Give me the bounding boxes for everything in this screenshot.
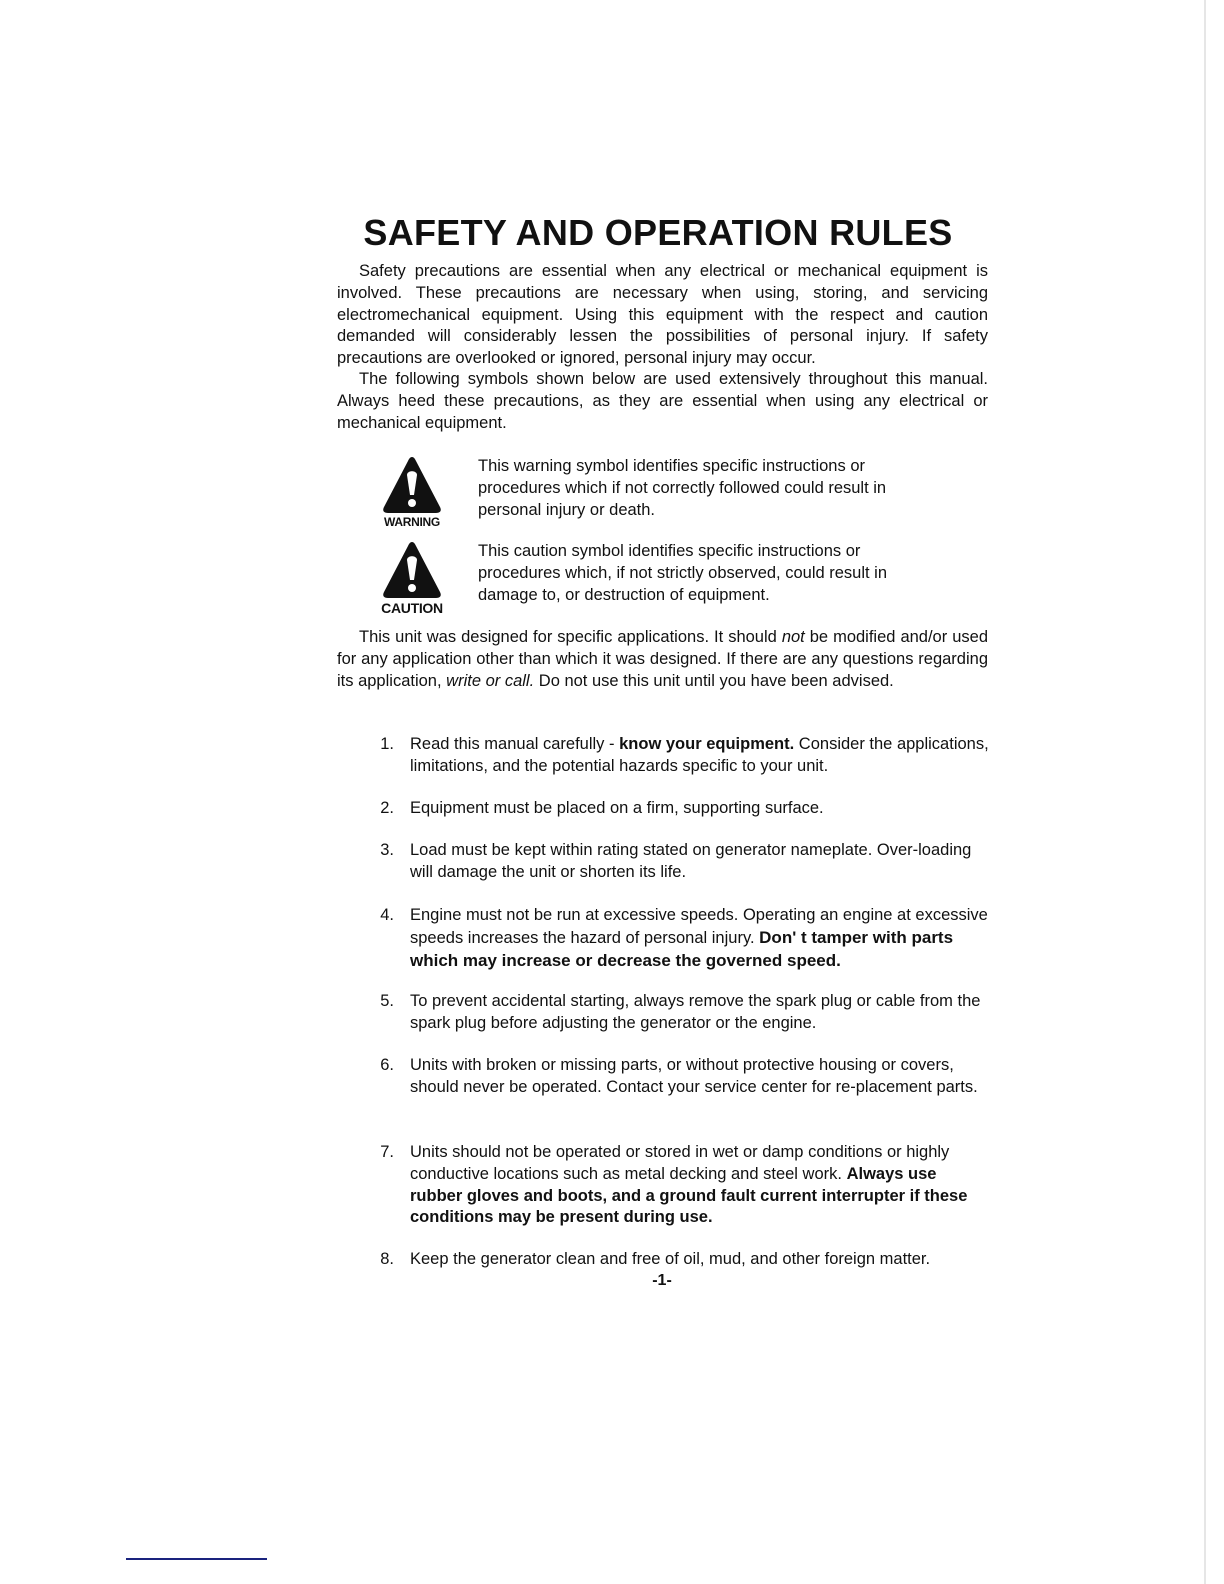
- item-number: 4.: [380, 906, 394, 924]
- warning-description: This warning symbol identifies specific instructions or procedures which if not correctly followed could result in personal injury or death.: [478, 457, 887, 519]
- caution-triangle-icon: [381, 540, 443, 600]
- text: be modified and/or used for any application other than which it was designed. If there are any questions regarding its application,: [337, 628, 989, 690]
- list-item: [370, 1142, 990, 1229]
- list-item: [370, 840, 990, 884]
- text: Do not use this unit until you have been advised.: [534, 671, 894, 690]
- item-number: 6.: [380, 1056, 394, 1074]
- item-number: 8.: [380, 1250, 394, 1268]
- page-title: SAFETY AND OPERATION RULES: [363, 212, 953, 253]
- emphasis: Don' t tamper with parts which may increase or decrease the governed speed.: [410, 927, 954, 970]
- warning-label: WARNING: [384, 515, 440, 529]
- list-item: [370, 991, 990, 1035]
- emphasis: write or call.: [446, 671, 535, 690]
- list-item: [370, 1055, 990, 1099]
- text: Load must be kept within rating stated on generator nameplate. Over-loading will damage the unit or shorten its life.: [410, 841, 972, 881]
- emphasis: Always use rubber gloves and boots, and a ground fault current interrupter if these conditions may be present during use.: [410, 1164, 968, 1227]
- list-item: [370, 1249, 990, 1271]
- emphasis: not: [781, 628, 805, 646]
- text: Read this manual carefully -: [410, 735, 620, 753]
- caution-description: This caution symbol identifies specific instructions or procedures which, if not strictly observed, could result in damage to, or destruction of equipment.: [478, 542, 888, 604]
- text: Equipment must be placed on a firm, supporting surface.: [410, 799, 824, 817]
- list-item: [370, 734, 990, 778]
- text: Engine must not be run at excessive speeds. Operating an engine at excessive speeds increases the hazard of personal injury.: [410, 906, 988, 947]
- intro-paragraph-1: Safety precautions are essential when any electrical or mechanical equipment is involved. These precautions are necessary when using, storing, and servicing electromechanical equipment. Using this equipment with the respect and caution demanded will considerably lessen the possibilities of personal injury. If safety precautions are overlooked or ignored, personal injury may occur.: [337, 262, 988, 368]
- item-number: 3.: [380, 841, 394, 859]
- item-number: 2.: [380, 799, 394, 817]
- page-number: -1-: [652, 1272, 672, 1289]
- caution-label: CAUTION: [381, 600, 443, 616]
- list-item: [370, 798, 990, 820]
- item-number: 1.: [380, 735, 394, 753]
- text: Consider the applications, limitations, and the potential hazards specific to your unit.: [410, 735, 989, 775]
- text: To prevent accidental starting, always remove the spark plug or cable from the spark plug before adjusting the generator or the engine.: [410, 992, 981, 1032]
- text: Keep the generator clean and free of oil, mud, and other foreign matter.: [410, 1250, 931, 1268]
- item-number: 7.: [380, 1143, 394, 1161]
- footnote-rule: [126, 1558, 267, 1560]
- list-item: [370, 905, 990, 972]
- caution-symbol: [372, 540, 452, 616]
- emphasis: know your equipment.: [619, 735, 795, 753]
- warning-triangle-icon: [381, 455, 443, 515]
- item-number: 5.: [380, 992, 394, 1010]
- warning-symbol: [372, 455, 452, 529]
- text: This unit was designed for specific applications. It should: [359, 628, 782, 646]
- intro-paragraph-2: The following symbols shown below are used extensively throughout this manual. Always heed these precautions, as they are essential when using any electrical or mechanical equipment.: [337, 370, 988, 432]
- page-edge: [1204, 0, 1206, 1584]
- designed-paragraph: [337, 627, 988, 692]
- text: Units with broken or missing parts, or without protective housing or covers, should never be operated. Contact your service center for re-placement parts.: [410, 1056, 978, 1096]
- text: Units should not be operated or stored in wet or damp conditions or highly conductive locations such as metal decking and steel work.: [410, 1143, 950, 1183]
